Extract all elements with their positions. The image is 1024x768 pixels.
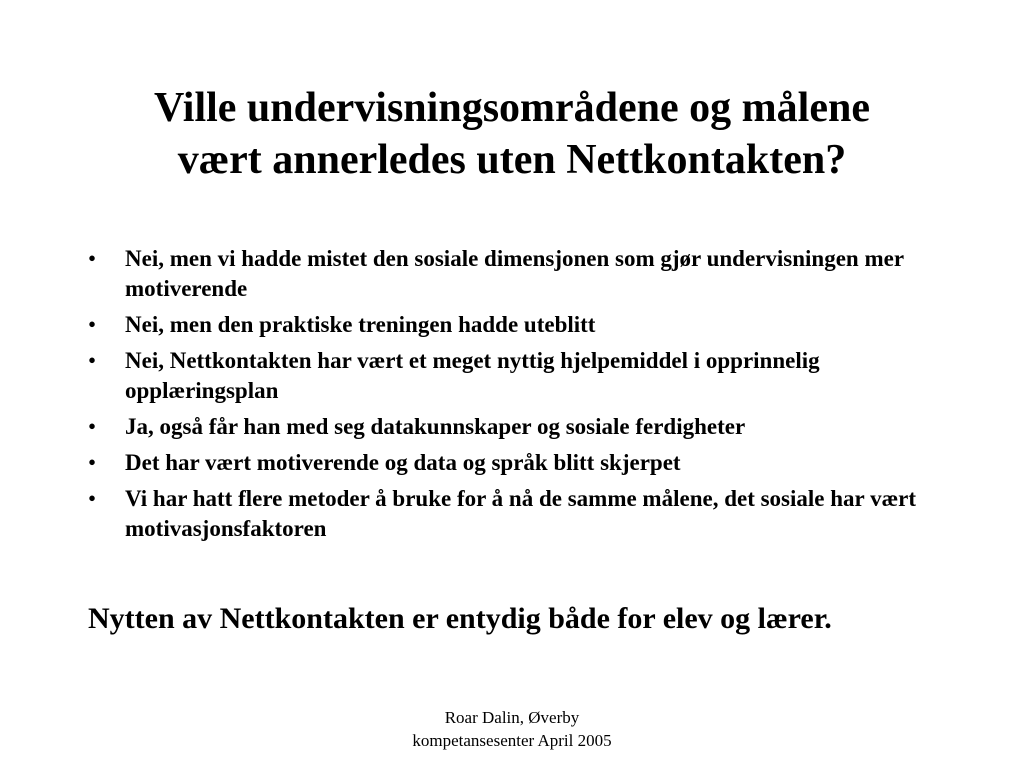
bullet-text: Nei, men den praktiske treningen hadde uteblitt <box>125 312 596 337</box>
bullet-text: Vi har hatt flere metoder å bruke for å nå de samme målene, det sosiale har vært motivasjonsfaktoren <box>125 486 917 541</box>
bullet-text: Nei, men vi hadde mistet den sosiale dimensjonen som gjør undervisningen mer motiverende <box>125 246 904 301</box>
bullet-item <box>88 244 918 304</box>
bullet-text: Ja, også får han med seg datakunnskaper og sosiale ferdigheter <box>125 414 746 439</box>
slide-title <box>0 82 1024 186</box>
bullet-icon: • <box>88 312 97 337</box>
slide-title-line-1: Ville undervisningsområdene og målene <box>154 85 870 131</box>
slide-footer <box>372 706 652 752</box>
footer-organization-date: kompetansesenter April 2005 <box>412 731 612 750</box>
bullet-item <box>88 310 918 340</box>
bullet-item <box>88 346 918 406</box>
bullet-icon: • <box>88 450 97 475</box>
conclusion-text: Nytten av Nettkontakten er entydig både for elev og lærer. <box>88 602 832 635</box>
bullet-icon: • <box>88 348 97 373</box>
bullet-list <box>88 244 918 550</box>
bullet-icon: • <box>88 246 97 271</box>
footer-author: Roar Dalin, Øverby <box>444 708 580 727</box>
bullet-icon: • <box>88 486 97 511</box>
slide-title-line-2: vært annerledes uten Nettkontakten? <box>177 137 847 183</box>
bullet-icon: • <box>88 414 97 439</box>
bullet-text: Det har vært motiverende og data og språk blitt skjerpet <box>125 450 681 475</box>
bullet-text: Nei, Nettkontakten har vært et meget nyttig hjelpemiddel i opprinnelig opplæringsplan <box>125 348 820 403</box>
bullet-item <box>88 412 918 442</box>
bullet-item <box>88 484 918 544</box>
bullet-item <box>88 448 918 478</box>
